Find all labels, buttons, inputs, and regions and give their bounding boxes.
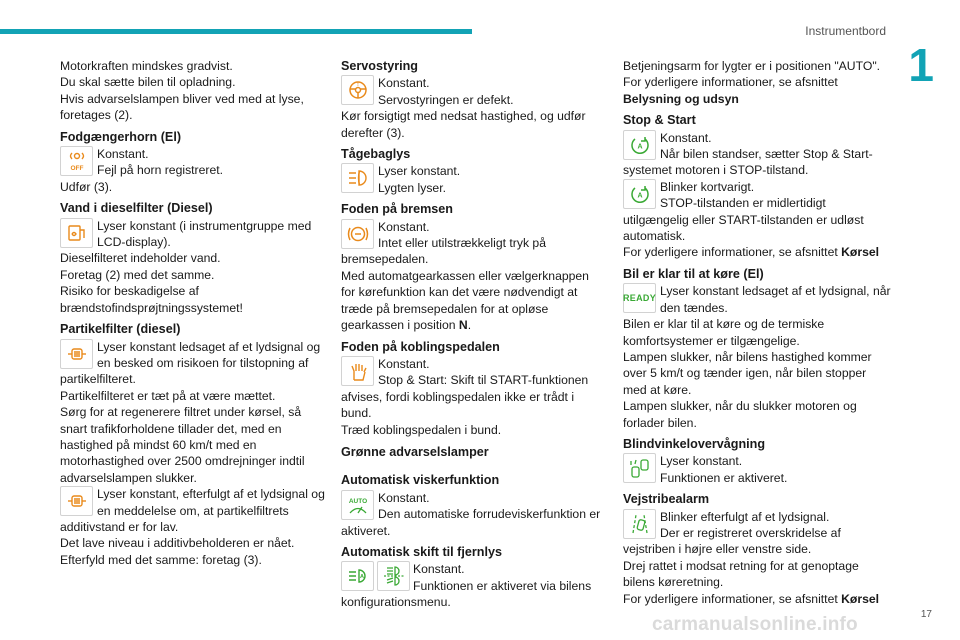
lamp-text: Lyser konstant. [378, 164, 461, 179]
svg-text:A: A [636, 192, 643, 200]
heading-steering: Servostyring [341, 59, 418, 73]
body-text: Med automatgearkassen eller vælgerknappen for kørefunktion kan det være nødvendigt at træde på bremsepedalen for at opløse gearkassen i position [341, 268, 589, 333]
body-text: For yderligere informationer, se afsnittet [623, 75, 838, 90]
body-text: Lampen slukker, når bilens hastighed kommer over 5 km/t og tænder igen, når bilen stopper med at køre. [623, 349, 872, 397]
high-beam-low-beam-icon [377, 561, 410, 591]
lamp-dpf-2 [60, 486, 330, 519]
lamp-brake [341, 219, 606, 252]
lamp-text: Når bilen standser, sætter Stop & Start- [660, 147, 873, 162]
chapter-number: 1 [908, 39, 934, 91]
lamp-text: Konstant. [378, 76, 430, 91]
body-text: Partikelfilteret er tæt på at være mættet. [60, 388, 276, 403]
lamp-text: Blinker efterfulgt af et lydsignal. [660, 509, 830, 524]
lamp-fog [341, 163, 606, 196]
stop-start-blink-icon [623, 179, 656, 209]
cross-reference: Kørsel [841, 591, 880, 606]
lamp-text: Konstant. [413, 562, 465, 577]
body-text: Efterfyld med det samme: foretag (3). [60, 552, 262, 567]
body-text: partikelfilteret. [60, 372, 136, 387]
lamp-text: Lyser konstant. [660, 454, 743, 469]
rear-fog-icon [341, 163, 374, 193]
watermark: carmanualsonline.info [652, 614, 858, 635]
body-text: . [467, 318, 472, 333]
lamp-text: Funktionen er aktiveret via bilens [413, 578, 592, 593]
lamp-text: Servostyringen er defekt. [378, 92, 514, 107]
body-text: utilgængelig eller START-tilstanden er udløst automatisk. [623, 212, 864, 244]
intro-line: Hvis advarselslampen bliver ved med at lyse, foretages (2). [60, 91, 304, 123]
lamp-text: Den automatiske forrudeviskerfunktion er [378, 507, 601, 522]
lamp-text: Lyser konstant (i instrumentgruppe med LCD-display). [97, 218, 312, 250]
lamp-text: Funktionen er aktiveret. [660, 470, 788, 485]
heading-water: Vand i dieselfilter (Diesel) [60, 201, 213, 216]
lamp-steering [341, 75, 606, 108]
body-text: Det lave niveau i additivbeholderen er nået. [60, 536, 295, 551]
lamp-dpf-1 [60, 339, 330, 372]
lamp-stop-start-1 [623, 130, 893, 163]
ready-icon [623, 283, 656, 313]
body-text: additivstand er for lav. [60, 519, 179, 534]
lamp-text: Konstant. [378, 490, 430, 505]
heading-green-lamps: Grønne advarselslamper [341, 444, 489, 459]
heading-stop-start: Stop & Start [623, 113, 696, 128]
cross-reference: Kørsel [841, 245, 880, 260]
body-text [623, 591, 893, 607]
lamp-high-beam [341, 561, 606, 594]
auto-high-beam-icon [341, 561, 374, 591]
body-text: vejstriben i højre eller venstre side. [623, 542, 812, 557]
heading-lane: Vejstribealarm [623, 492, 710, 507]
body-text: Kør forsigtigt med nedsat hastighed, og udfør derefter (3). [341, 109, 586, 140]
diesel-water-icon [60, 218, 93, 248]
ready-icon-text: READY [623, 293, 657, 304]
horn-off-icon [60, 146, 93, 176]
body-text: Drej rattet i modsat retning for at genoptage bilens køreretning. [623, 558, 859, 590]
svg-text:!: ! [356, 82, 359, 89]
cross-reference: Belysning og udsyn [623, 91, 739, 106]
lamp-text: Blinker kortvarigt. [660, 179, 755, 194]
heading-fog: Tågebaglys [341, 147, 411, 162]
body-text: systemet motoren i STOP-tilstand. [623, 163, 809, 178]
lane-departure-icon [623, 509, 656, 539]
power-steering-icon [341, 75, 374, 105]
body-text: aktiveret. [341, 523, 391, 538]
heading-brake: Foden på bremsen [341, 202, 453, 217]
lamp-text: Fejl på horn registreret. [97, 163, 223, 178]
body-text: konfigurationsmenu. [341, 595, 451, 610]
heading-dpf: Partikelfilter (diesel) [60, 322, 181, 337]
body-text: Risiko for beskadigelse af brændstofindsprøjtningssystemet! [60, 284, 243, 315]
body-text: Sørg for at regenerere filtret under kørsel, så snart trafikforholdene tillader det, med en hastighed på mindst 60 km/t med en motorhastighed over 2500 omdrejninger indtil advarselslampen slukker. [60, 405, 305, 485]
lamp-lane [623, 509, 893, 542]
body-text: Udfør (3). [60, 179, 113, 194]
lamp-text: Stop & Start: Skift til START-funktionen [378, 373, 589, 388]
lamp-text: Lygten lyser. [378, 180, 446, 195]
lamp-text: Intet eller utilstrækkeligt tryk på [378, 236, 546, 251]
lamp-wiper [341, 490, 606, 523]
svg-text:A: A [636, 143, 643, 151]
body-text [623, 244, 893, 260]
auto-wiper-icon-text: AUTO [348, 497, 367, 505]
intro-line: Du skal sætte bilen til opladning. [60, 75, 236, 90]
lamp-text: Konstant. [97, 147, 149, 162]
blind-spot-icon [623, 453, 656, 483]
particle-filter-additive-icon [60, 486, 93, 516]
lamp-stop-start-2 [623, 179, 893, 212]
lamp-text: Konstant. [378, 219, 430, 234]
clutch-foot-icon [341, 356, 374, 386]
lamp-horn [60, 146, 330, 179]
body-text: Lampen slukker, når du slukker motoren og forlader bilen. [623, 399, 857, 430]
high-beam-icons [341, 561, 413, 592]
column-2 [341, 58, 606, 611]
body-text: Dieselfilteret indeholder vand. [60, 251, 221, 266]
column-3 [623, 58, 893, 607]
lamp-clutch [341, 356, 606, 389]
body-text: For yderligere informationer, se afsnittet [623, 245, 842, 260]
gear-position: N [458, 318, 468, 333]
lamp-ready [623, 283, 893, 316]
body-text: bremsepedalen. [341, 252, 429, 267]
brake-foot-icon [341, 219, 374, 249]
particle-filter-icon [60, 339, 93, 369]
lamp-water [60, 218, 330, 251]
lamp-text: Der er registreret overskridelse af [660, 525, 841, 540]
body-text: For yderligere informationer, se afsnittet [623, 591, 842, 606]
body-text [341, 268, 606, 334]
heading-clutch: Foden på koblingspedalen [341, 339, 500, 354]
page-number: 17 [920, 609, 932, 620]
heading-ready: Bil er klar til at køre (El) [623, 266, 764, 281]
lamp-text: Lyser konstant, efterfulgt af et lydsignal og en meddelelse om, at partikelfiltrets [97, 487, 325, 518]
header-accent-bar [0, 29, 472, 34]
body-text: Træd koblingspedalen i bund. [341, 422, 502, 437]
svg-text:A: A [359, 574, 364, 581]
stop-start-icon [623, 130, 656, 160]
heading-horn: Fodgængerhorn (El) [60, 129, 182, 144]
auto-wiper-icon [341, 490, 374, 520]
body-text: Foretag (2) med det samme. [60, 267, 215, 282]
lamp-text: Konstant. [660, 130, 712, 145]
lamp-text: Konstant. [378, 356, 430, 371]
body-text: Bilen er klar til at køre og de termiske komfortsystemer er tilgængelige. [623, 317, 825, 348]
body-text: Betjeningsarm for lygter er i positionen "AUTO". [623, 59, 881, 73]
body-text: afvises, fordi koblingspedalen ikke er trådt i bund. [341, 389, 575, 421]
heading-wiper: Automatisk viskerfunktion [341, 473, 500, 488]
lamp-text: Lyser konstant ledsaget af et lydsignal, når den tændes. [660, 284, 891, 315]
heading-blind-spot: Blindvinkelovervågning [623, 436, 766, 451]
intro-line: Motorkraften mindskes gradvist. [60, 59, 233, 73]
horn-off-icon-text: OFF [70, 165, 83, 173]
heading-high-beam: Automatisk skift til fjernlys [341, 544, 502, 559]
lamp-text: Lyser konstant ledsaget af et lydsignal og en besked om risikoen for tilstopning af [97, 339, 321, 370]
column-1 [60, 58, 330, 568]
section-title: Instrumentbord [805, 24, 886, 38]
lamp-blind-spot [623, 453, 893, 486]
lamp-text: STOP-tilstanden er midlertidigt [660, 196, 826, 211]
